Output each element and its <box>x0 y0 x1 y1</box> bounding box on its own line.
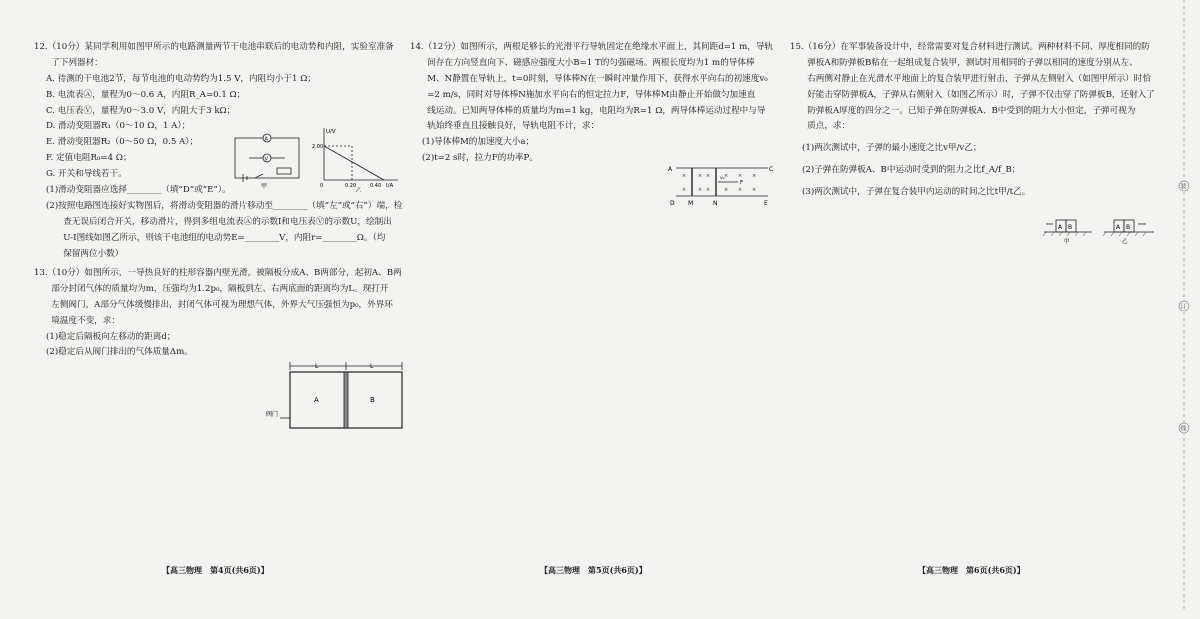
graph-x-tick: 0.20 <box>345 183 357 189</box>
rails-diagram <box>668 160 774 210</box>
graph-y-tick: 2.00 <box>312 144 324 150</box>
q13-line: 部分封闭气体的质量均为m，压强均为1.2p₀，隔板到左、右两底面的距离均为L。现打开 <box>34 283 389 294</box>
binding-mark: 订 <box>1180 303 1187 311</box>
q12-line: 12.（10分）某同学利用如图甲所示的电路测量两节干电池串联后的电动势和内阻，实验室准备 <box>34 42 394 52</box>
graph-x-tick: 0.40 <box>370 183 382 189</box>
q14-line: 14.（12分）如图所示，两根足够长的光滑平行导轨固定在绝缘水平面上，其间距d=1 m，导轨 <box>410 42 774 52</box>
ui-graph <box>312 124 402 192</box>
page-footer: 【高三物理 第6页(共6页)】 <box>918 565 1025 575</box>
rod-n-label: N <box>713 200 718 207</box>
plate-a-label: A <box>1116 224 1121 231</box>
q15-line: 质点，求： <box>790 121 851 132</box>
q12-line: D. 滑动变阻器R₁（0～10 Ω，1 A）； <box>46 121 191 132</box>
q14-line: (2)t=2 s时，拉力F的功率P。 <box>422 153 538 164</box>
q12-line: 查无误后闭合开关，移动滑片，得到多组电流表Ⓐ的示数I和电压表Ⓥ的示数U，绘制出 <box>46 216 392 227</box>
svg-text:×: × <box>698 187 703 193</box>
svg-text:V: V <box>264 156 268 163</box>
armor-diagram <box>1042 210 1158 244</box>
valve-label: 阀门 <box>266 411 279 418</box>
plate-b-label: B <box>1068 224 1073 231</box>
q14-line: =2 m/s，同时对导体棒N施加水平向右的恒定拉力F，导体棒M由静止开始做匀加速直 <box>410 89 756 100</box>
dim-label: L <box>315 363 319 370</box>
question-13 <box>34 266 404 361</box>
q13-line: 境温度不变，求： <box>34 315 120 326</box>
svg-text:×: × <box>724 187 729 193</box>
svg-text:×: × <box>738 173 743 179</box>
rail-label: C <box>769 166 774 173</box>
q12-line: F. 定值电阻R₀=4 Ω； <box>46 153 132 164</box>
part-a-label: A <box>314 396 319 404</box>
svg-text:×: × <box>682 187 687 193</box>
force-label: F <box>740 180 744 186</box>
q13-line: (2)稳定后从阀门排出的气体质量Δm。 <box>46 347 193 358</box>
q15-line: (3)两次测试中，子弹在复合装甲内运动的时间之比t甲/t乙。 <box>802 187 1031 198</box>
fig-label-jia: 甲 <box>1064 239 1070 244</box>
q13-line: 左侧阀门，A部分气体缓慢排出，封闭气体可视为理想气体，外界大气压强恒为p₀，外界环 <box>34 299 393 310</box>
q12-line: A. 待测的干电池2节，每节电池的电动势约为1.5 V，内阻均小于1 Ω； <box>46 73 316 84</box>
svg-text:×: × <box>698 173 703 179</box>
page-5 <box>410 0 780 612</box>
dim-label: L <box>370 363 374 370</box>
page-footer: 【高三物理 第4页(共6页)】 <box>162 565 269 575</box>
svg-text:×: × <box>752 187 757 193</box>
q14-line: M、N静置在导轨上，t=0时刻，导体棒N在一瞬时冲量作用下，获得水平向右的初速度v₀ <box>410 73 768 84</box>
plate-a-label: A <box>1058 224 1063 231</box>
q15-line: 好能击穿防弹板A，子弹从右侧射入（如图乙所示）时，子弹不仅击穿了防弹板B，还射入了 <box>790 89 1155 100</box>
q15-line: (2)子弹在防弹板A、B中运动时受到的阻力之比f_A/f_B； <box>802 165 1021 176</box>
container-diagram <box>260 360 410 432</box>
q14-line: (1)导体棒M的加速度大小a； <box>422 137 535 148</box>
q15-line: 防弹板A厚度的四分之一。已知子弹在防弹板A、B中受到的阻力大小恒定，子弹可视为 <box>790 105 1136 116</box>
q14-line: 间存在方向竖直向下、磁感应强度大小B=1 T的匀强磁场。两根长度均为1 m的导体棒 <box>410 57 755 68</box>
part-b-label: B <box>370 396 375 404</box>
svg-text:×: × <box>682 173 687 179</box>
svg-text:×: × <box>706 173 711 179</box>
q15-line: 弹板A和防弹板B粘在一起组成复合装甲，测试时用相同的子弹以相同的速度分别从左、 <box>790 57 1138 68</box>
question-14 <box>410 40 780 167</box>
fig-label-yi: 乙 <box>356 188 362 192</box>
plate-b-label: B <box>1126 224 1131 231</box>
q15-line: 15.（16分）在军事装备设计中，经常需要对复合材料进行测试。两种材料不同、厚度相同的防 <box>790 42 1150 52</box>
q14-line: 线运动。已知两导体棒的质量均为m=1 kg，电阻均为R=1 Ω，两导体棒运动过程中与导 <box>410 105 766 116</box>
page-footer: 【高三物理 第5页(共6页)】 <box>540 565 647 575</box>
q13-line: (1)稳定后隔板向左移动的距离d； <box>46 331 176 342</box>
q12-line: (2)按照电路图连接好实物图后，将滑动变阻器的滑片移动至________（填“左”或“右”）端，检 <box>46 200 403 211</box>
q12-line: B. 电流表Ⓐ，量程为0～0.6 A，内阻R_A=0.1 Ω； <box>46 89 246 100</box>
q15-line: (1)两次测试中，子弹的最小速度之比v甲/v乙； <box>802 143 982 154</box>
svg-text:×: × <box>706 187 711 193</box>
svg-text:×: × <box>752 173 757 179</box>
graph-x-tick: 0 <box>320 183 324 189</box>
graph-y-unit: U/V <box>326 129 336 135</box>
q12-line: 了下列器材： <box>34 57 103 68</box>
q13-line: 13.（10分）如图所示，一导热良好的柱形容器内壁光滑，被隔板分成A、B两部分，起初A、B两 <box>34 268 402 278</box>
fig-label-yi: 乙 <box>1122 239 1128 244</box>
circuit-diagram <box>229 128 309 190</box>
binding-strip <box>1170 0 1200 612</box>
q12-line: C. 电压表Ⓥ，量程为0～3.0 V，内阻大于3 kΩ； <box>46 105 236 116</box>
velocity-label: v₀ <box>720 176 725 181</box>
question-15 <box>790 40 1162 201</box>
q12-line: U-I图线如图乙所示，则该干电池组的电动势E=________V，内阻r=________Ω。（均 <box>46 232 386 243</box>
svg-text:×: × <box>724 173 729 179</box>
page-4 <box>34 0 404 612</box>
binding-mark: 线 <box>1180 425 1187 433</box>
graph-x-unit: I/A <box>386 183 394 189</box>
fig-label-jia: 甲 <box>261 183 268 190</box>
q12-line: 保留两位小数） <box>46 248 124 259</box>
page-6 <box>790 0 1162 612</box>
q14-line: 轨始终垂直且接触良好，导轨电阻不计，求： <box>410 121 600 132</box>
svg-text:×: × <box>738 187 743 193</box>
q12-line: E. 滑动变阻器R₂（0～50 Ω，0.5 A）； <box>46 137 199 148</box>
rail-label: D <box>670 200 675 207</box>
rail-label: E <box>764 200 768 207</box>
q12-line: (1)滑动变阻器应选择________（填“D”或“E”）。 <box>46 185 231 196</box>
binding-mark: 装 <box>1180 183 1187 191</box>
rail-label: A <box>668 166 673 173</box>
rod-m-label: M <box>688 200 694 207</box>
svg-text:A: A <box>264 136 268 143</box>
q12-line: G. 开关和导线若干。 <box>46 169 127 180</box>
q15-line: 右两侧对静止在光滑水平地面上的复合装甲进行射击，子弹从左侧射入（如图甲所示）时恰 <box>790 73 1151 84</box>
